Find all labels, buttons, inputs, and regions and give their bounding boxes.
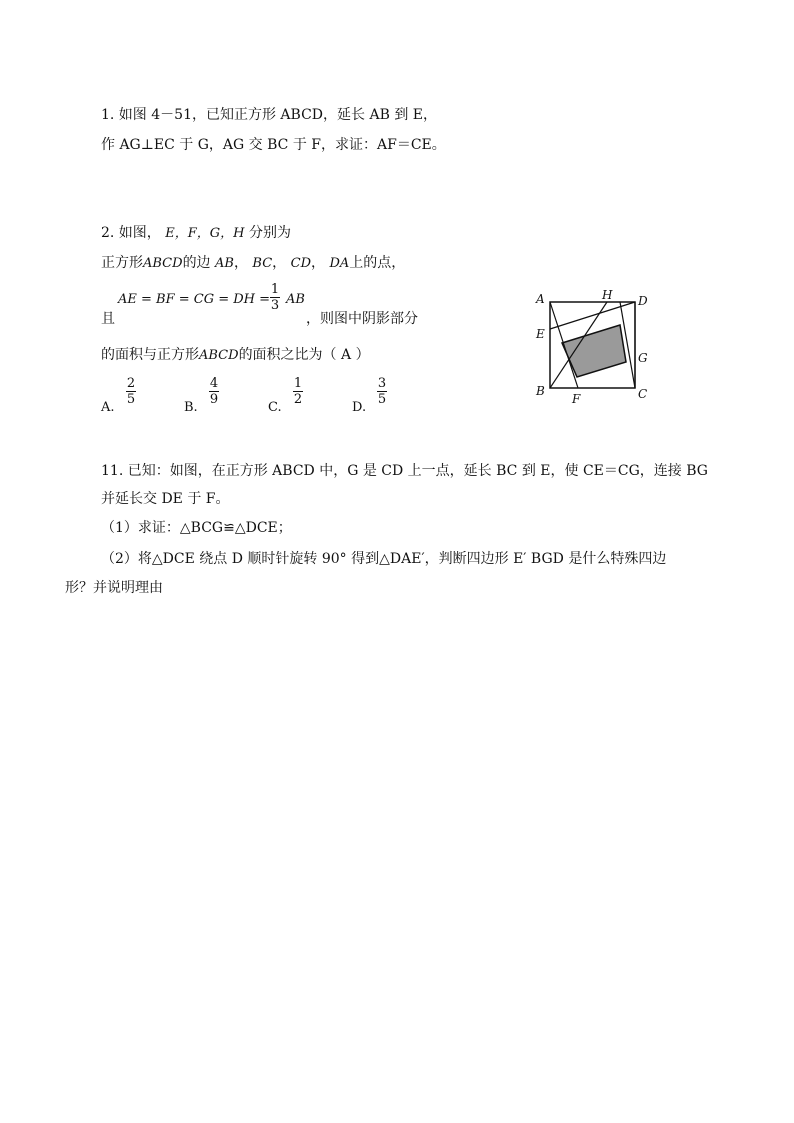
option-d-num: 3 bbox=[377, 376, 387, 391]
q2-eq-fraction bbox=[270, 282, 280, 313]
q1-line1: 1. 如图 4－51，已知正方形 ABCD，延长 AB 到 E， bbox=[101, 107, 437, 123]
option-c-num: 1 bbox=[293, 376, 303, 391]
q2-comma-2: ， bbox=[272, 255, 287, 271]
option-c-den: 2 bbox=[293, 392, 303, 407]
q2-square-name-2: ABCD bbox=[199, 348, 239, 363]
option-b-label: B. bbox=[184, 400, 198, 415]
q2-intro: 2. 如图， bbox=[101, 225, 161, 241]
option-d-fraction bbox=[377, 376, 387, 407]
square-figure bbox=[525, 285, 655, 410]
option-d-label: D. bbox=[352, 400, 367, 415]
q2-line2-prefix: 正方形 bbox=[101, 255, 143, 271]
q2-comma-1: ， bbox=[233, 255, 248, 271]
q11-line1: 11. 已知：如图，在正方形 ABCD 中，G 是 CD 上一点，延长 BC 到 E，使 CE＝CG，连接 BG bbox=[101, 463, 708, 479]
q2-eq-ab: AB bbox=[286, 292, 305, 307]
q2-side-da: DA bbox=[329, 256, 350, 271]
q11-part1: （1）求证：△BCG≌△DCE； bbox=[101, 520, 292, 536]
q2-eq-num: 1 bbox=[270, 282, 280, 297]
option-a-label: A. bbox=[101, 400, 115, 415]
q11-part2-cont: 形？并说明理由 bbox=[65, 580, 163, 596]
q2-side-cd: CD bbox=[290, 256, 311, 271]
q2-line2-mid: 的边 bbox=[182, 255, 211, 271]
option-b-fraction bbox=[209, 376, 219, 407]
option-d-den: 5 bbox=[377, 392, 387, 407]
q2-eq-den: 3 bbox=[270, 298, 280, 313]
q2-line2 bbox=[101, 252, 405, 272]
option-b-num: 4 bbox=[209, 376, 219, 391]
label-g: G bbox=[638, 351, 648, 365]
option-b-den: 9 bbox=[209, 392, 219, 407]
q2-qie: 且 bbox=[101, 311, 115, 327]
q2-square-name: ABCD bbox=[143, 256, 183, 271]
label-b: B bbox=[536, 384, 545, 398]
q2-side-bc: BC bbox=[252, 256, 273, 271]
label-a: A bbox=[536, 292, 545, 306]
q2-line4 bbox=[101, 344, 370, 364]
q2-side-ab: AB bbox=[215, 256, 234, 271]
q11-line2: 并延长交 DE 于 F。 bbox=[101, 491, 230, 507]
q2-points: E，F，G，H bbox=[165, 226, 245, 241]
q2-equation-lhs: AE = BF = CG = DH = bbox=[118, 292, 271, 307]
q1-line2: 作 AG⊥EC 于 G，AG 交 BC 于 F，求证：AF＝CE。 bbox=[101, 137, 446, 153]
label-c: C bbox=[638, 387, 648, 401]
q2-line3-end: ，则图中阴影部分 bbox=[306, 311, 418, 327]
label-d: D bbox=[638, 294, 648, 308]
option-a-num: 2 bbox=[126, 376, 136, 391]
q2-intro-end: 分别为 bbox=[248, 225, 291, 241]
option-c-fraction bbox=[293, 376, 303, 407]
q2-comma-3: ， bbox=[311, 255, 325, 271]
option-a-den: 5 bbox=[126, 392, 136, 407]
option-a-fraction bbox=[126, 376, 136, 407]
label-h: H bbox=[602, 288, 613, 302]
label-f: F bbox=[572, 392, 581, 406]
q11-part2: （2）将△DCE 绕点 D 顺时针旋转 90° 得到△DAE′，判断四边形 E′ BGD 是什么特殊四边 bbox=[101, 551, 667, 567]
q2-line2-end: 上的点， bbox=[349, 255, 406, 271]
q2-line1 bbox=[101, 222, 291, 242]
q2-line4-prefix: 的面积与正方形 bbox=[101, 347, 199, 363]
q2-line4-end: 的面积之比为（ A ） bbox=[238, 347, 370, 363]
label-e: E bbox=[536, 327, 545, 341]
option-c-label: C. bbox=[268, 400, 282, 415]
